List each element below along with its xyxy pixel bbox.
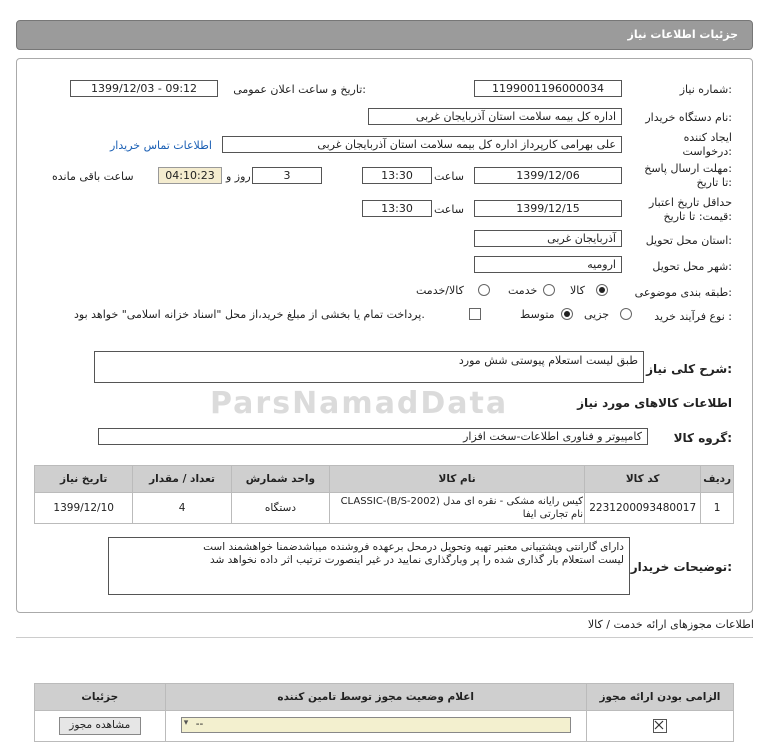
announce-field: 1399/12/03 - 09:12 [70,80,218,97]
page-header [16,20,753,50]
table-row [35,493,734,524]
col-supplier-status: اعلام وضعیت مجوز توسط تامین کننده [165,684,586,711]
buyer-notes-line1: دارای گارانتی وپشتیبانی معتبر تهیه وتحویل درمحل برعهده فروشنده میباشدضمنا خواهشمند است [203,541,624,553]
permits-title: اطلاعات مجوزهای ارائه خدمت / کالا [587,618,754,631]
city-label: شهر محل تحویل: [652,260,732,273]
items-table [34,465,734,524]
buyer-label: نام دستگاه خریدار: [645,111,732,124]
cell-unit: دستگاه [231,493,329,524]
process-partial-label: جزیی [584,308,610,321]
city-field: ارومیه [474,256,622,273]
buyer-contact-link[interactable]: اطلاعات تماس خریدار [110,139,212,152]
category-label: طبقه بندی موضوعی: [634,286,732,299]
province-label: استان محل تحویل: [645,234,732,247]
validity-label-1: حداقل تاریخ اعتبار [648,196,732,209]
col-row: ردیف [701,466,734,493]
col-item-name: نام کالا [330,466,585,493]
deadline-date-field: 1399/12/06 [474,167,622,184]
deadline-label-2: تا تاریخ: [696,176,732,189]
payment-note: پرداخت تمام یا بخشی از مبلغ خرید،از محل "اسناد خزانه اسلامی" خواهد بود. [74,308,425,321]
province-field: آذربایجان غربی [474,230,622,247]
category-both-radio[interactable] [478,284,490,296]
process-partial-radio[interactable] [620,308,632,320]
category-both-label: کالا/خدمت [416,284,464,297]
category-service-radio[interactable] [543,284,555,296]
mandatory-checkbox [653,719,667,733]
creator-label-1: ایجاد کننده [683,131,732,144]
cell-item-name [330,493,585,524]
cell-need-date: 1399/12/10 [35,493,133,524]
col-need-date: تاریخ نیاز [35,466,133,493]
permits-table [34,683,734,742]
item-name-line1: کیس رایانه مشکی - نقره ای مدل CLASSIC-(B/S-2002) [340,496,584,507]
deadline-time-label: ساعت [434,170,464,183]
deadline-label-1: مهلت ارسال پاسخ: [644,162,732,175]
permit-status-select[interactable] [181,717,571,733]
watermark: ParsNamadData [210,386,509,421]
goods-info-title: اطلاعات کالاهای مورد نیاز [577,396,732,410]
permit-status-value: -- [195,717,204,730]
col-unit: واحد شمارش [231,466,329,493]
process-medium-label: متوسط [520,308,555,321]
category-service-label: خدمت [508,284,538,297]
cell-details [35,711,166,742]
permits-row [35,711,734,742]
buyer-notes-label: توضیحات خریدار: [630,560,732,574]
validity-date-field: 1399/12/15 [474,200,622,217]
deadline-time-field: 13:30 [362,167,432,184]
days-label: روز و [226,170,251,183]
validity-time-field: 13:30 [362,200,432,217]
need-number-label: شماره نیاز: [679,83,732,96]
cell-mandatory [586,711,733,742]
announce-label: تاریخ و ساعت اعلان عمومی: [233,83,366,96]
item-name-line2: نام تجارتی ایفا [522,509,584,520]
description-field: طبق لیست استعلام پیوستی شش مورد [94,351,644,383]
category-goods-radio[interactable] [596,284,608,296]
validity-time-label: ساعت [434,203,464,216]
remaining-time-field: 04:10:23 [158,167,222,184]
section-divider [16,637,753,638]
description-label: شرح کلی نیاز: [646,362,732,376]
col-quantity: تعداد / مقدار [133,466,231,493]
buyer-notes-field [108,537,630,595]
buyer-notes-line2: لیست استعلام بار گذاری شده را پر وبارگذاری نمایید در غیر اینصورت ترتیب اثر داده نخواهد شد [210,554,624,566]
cell-item-code: 2231200093480017 [585,493,701,524]
cell-quantity: 4 [133,493,231,524]
treasury-payment-checkbox[interactable] [469,308,481,320]
remaining-label: ساعت باقی مانده [52,170,134,183]
view-permit-button[interactable]: مشاهده مجوز [59,717,141,735]
permits-header-row [35,684,734,711]
items-table-header-row [35,466,734,493]
process-medium-radio[interactable] [561,308,573,320]
days-field: 3 [252,167,322,184]
creator-label-2: درخواست: [682,145,732,158]
category-goods-label: کالا [570,284,585,297]
cell-row: 1 [701,493,734,524]
chevron-down-icon: ▾ [183,717,189,728]
goods-group-label: گروه کالا: [673,431,732,445]
col-item-code: کد کالا [585,466,701,493]
validity-label-2: قیمت: تا تاریخ: [663,210,732,223]
cell-supplier-status [165,711,586,742]
need-number-field: 1199001196000034 [474,80,622,97]
page-title: جزئیات اطلاعات نیاز [627,28,738,41]
process-label: نوع فرآیند خرید : [654,310,732,323]
goods-group-field: کامپیوتر و فناوری اطلاعات-سخت افزار [98,428,648,445]
x-mark-icon [653,719,665,731]
buyer-field: اداره کل بیمه سلامت استان آذربایجان غربی [368,108,622,125]
col-details: جزئیات [35,684,166,711]
creator-field: علی بهرامی کارپرداز اداره کل بیمه سلامت استان آذربایجان غربی [222,136,622,153]
col-mandatory: الزامی بودن ارائه مجوز [586,684,733,711]
